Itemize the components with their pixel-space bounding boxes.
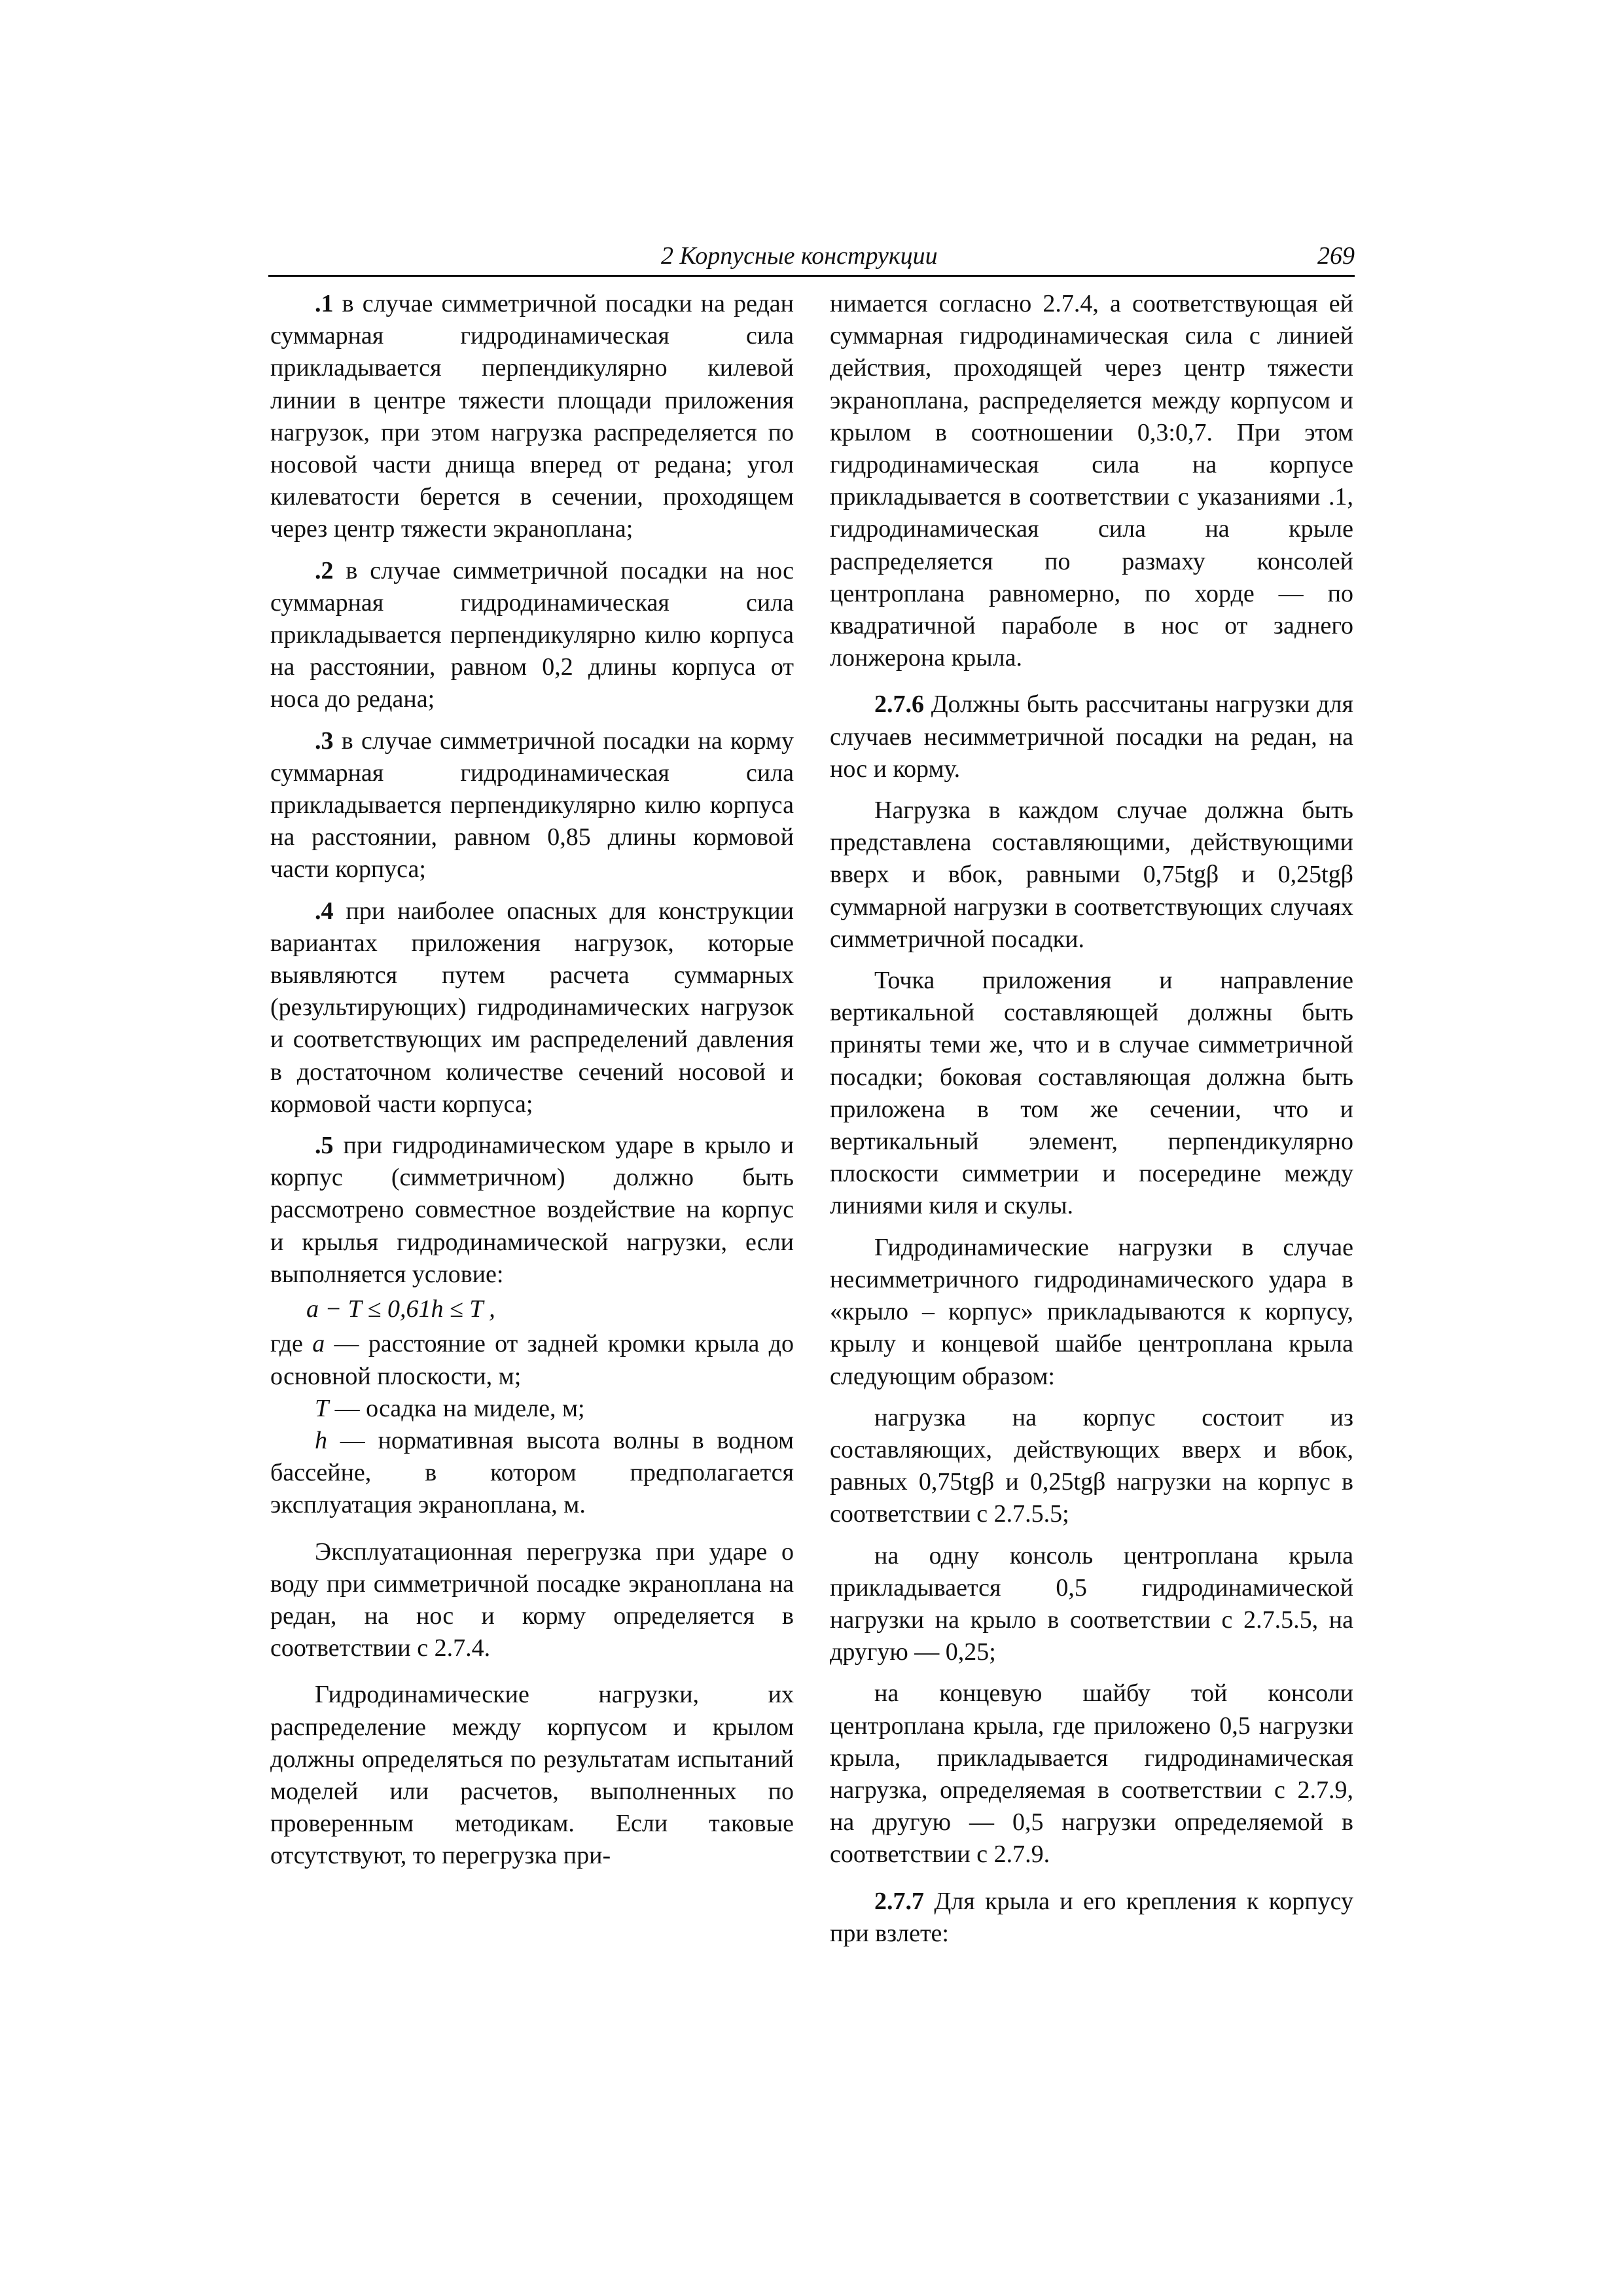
item-number: .4 <box>315 897 334 925</box>
definition-t <box>270 1393 794 1425</box>
item-3 <box>270 725 794 886</box>
end-washer-load-item: на концевую шайбу той консоли центроплана крыла, где приложено 0,5 нагрузки крыла, прикладывается гидродинамическая нагрузка, определяемая в соответствии с 2.7.9, на другую — 0,5 нагрузки определяемой в соответствии с 2.7.9. <box>830 1679 1353 1869</box>
item-number: .5 <box>315 1132 334 1160</box>
hydro-loads-paragraph: Гидродинамические нагрузки, их распределение между корпусом и крылом должны определяться по результатам испытаний моделей или расчетов, выполненных по проверенным методикам. Если таковые отсутствуют, то перегрузка при- <box>270 1681 794 1870</box>
item-text: при гидродинамическом ударе в крыло и корпус (симметричном) должно быть рассмотрено совместное воздействие на корпус и крылья гидродинамической нагрузки, если выполняется условие: <box>270 1132 794 1288</box>
item-2 <box>270 555 794 716</box>
right-column <box>830 288 1353 1950</box>
item-text: при наиболее опасных для конструкции вариантах приложения нагрузок, которые выявляются путем расчета суммарных (результирующих) гидродинамических нагрузок и соответствующих им распределений давления в достаточном количестве сечений носовой и кормовой части корпуса; <box>270 897 794 1118</box>
section-text: Для крыла и его крепления к корпусу при взлете: <box>830 1887 1353 1947</box>
item-5 <box>270 1130 794 1291</box>
overload-paragraph: Эксплуатационная перегрузка при ударе о воду при симметричной посадке экраноплана на редан, на нос и корму определяется в соответствии с 2.7.4. <box>270 1537 794 1662</box>
running-header <box>268 237 1355 277</box>
section-number: 2.7.7 <box>874 1887 924 1915</box>
item-number: .3 <box>315 726 334 755</box>
load-components-paragraph: Нагрузка в каждом случае должна быть представлена составляющими, действующими вверх и вбок, равными 0,75tgβ и 0,25tgβ суммарной нагрузки в соответствующих случаях симметричной посадки. <box>830 797 1353 953</box>
section-2-7-6 <box>830 689 1353 785</box>
console-load-item: на одну консоль центроплана крыла прикладывается 0,5 гидродинамической нагрузки на крыло в соответствии с 2.7.5.5, на другую — 0,25; <box>830 1541 1353 1666</box>
item-number: .2 <box>315 556 334 584</box>
left-column <box>270 288 794 1873</box>
definition-h <box>270 1425 794 1522</box>
definition-t-text: — осадка на миделе, м; <box>329 1394 585 1422</box>
running-header-title: 2 Корпусные конструкции <box>661 242 938 270</box>
definition-a-text: — расстояние от задней кромки крыла до основной плоскости, м; <box>270 1330 794 1390</box>
application-point-paragraph: Точка приложения и направление вертикальной составляющей должны быть приняты теми же, что и в случае симметричной посадки; боковая составляющая должна быть приложена в том же сечении, что и вертикальный элемент, перпендикулярно плоскости симметрии и посередине между линиями киля и скулы. <box>830 967 1353 1220</box>
condition-formula: a − T ≤ 0,61h ≤ T , <box>306 1295 495 1323</box>
asymmetric-impact-paragraph: Гидродинамические нагрузки в случае несимметричного гидродинамического удара в «крыло – корпус» прикладываются к корпусу, крылу и концевой шайбе центроплана крыла следующим образом: <box>830 1233 1353 1390</box>
where-label: где <box>270 1330 313 1358</box>
symbol-t: T <box>315 1394 329 1422</box>
section-number: 2.7.6 <box>874 691 924 719</box>
symbol-h: h <box>315 1426 327 1454</box>
item-4 <box>270 895 794 1121</box>
section-text: Должны быть рассчитаны нагрузки для случаев несимметричной посадки на редан, на нос и корму. <box>830 691 1353 783</box>
continuation-paragraph: нимается согласно 2.7.4, а соответствующая ей суммарная гидродинамическая сила с линией действия, проходящей через центр тяжести экраноплана, распределяется между корпусом и крылом в соотношении 0,3:0,7. При этом гидродинамическая сила на корпусе прикладывается в соответствии с указаниями .1, гидродинамическая сила на крыле распределяется по размаху консолей центроплана равномерно, по хорде — по квадратичной параболе в нос от заднего лонжерона крыла. <box>830 290 1353 672</box>
item-text: в случае симметричной посадки на редан суммарная гидродинамическая сила прикладывается перпендикулярно килевой линии в центре тяжести площади приложения нагрузок, при этом нагрузка распределяется по носовой части днища вперед от редана; угол килеватости берется в сечении, проходящем через центр тяжести экраноплана; <box>270 290 794 543</box>
item-number: .1 <box>315 290 334 317</box>
definition-a <box>270 1328 794 1392</box>
section-2-7-7 <box>830 1886 1353 1950</box>
definition-h-text: — нормативная высота волны в водном бассейне, в котором предполагается эксплуатация экраноплана, м. <box>270 1426 794 1519</box>
item-text: в случае симметричной посадки на корму суммарная гидродинамическая сила прикладывается перпендикулярно килю корпуса на расстоянии, равном 0,85 длины кормовой части корпуса; <box>270 726 794 884</box>
hull-load-item: нагрузка на корпус состоит из составляющих, действующих вверх и вбок, равных 0,75tgβ и 0,25tgβ нагрузки на корпус в соответствии с 2.7.5.5; <box>830 1403 1353 1528</box>
item-1 <box>270 288 794 546</box>
symbol-a: a <box>312 1330 325 1358</box>
page-number: 269 <box>1317 242 1355 270</box>
item-text: в случае симметричной посадки на нос суммарная гидродинамическая сила прикладывается перпендикулярно килю корпуса на расстоянии, равном 0,2 длины корпуса от носа до редана; <box>270 556 794 713</box>
